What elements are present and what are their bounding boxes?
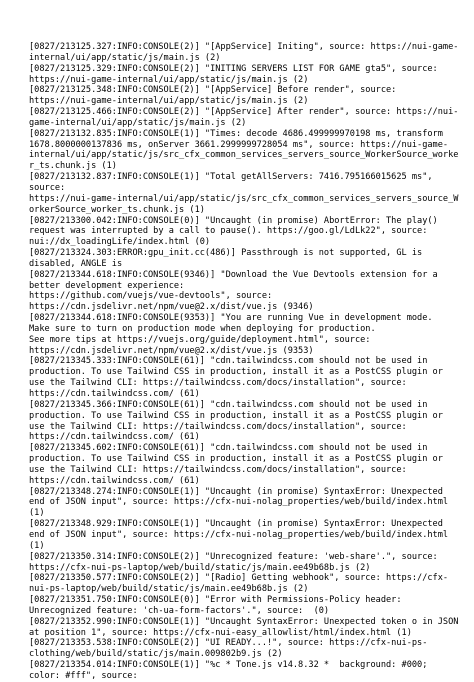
log-line: use the Tailwind CLI: https://tailwindcss.com/docs/installation", source:: [29, 378, 407, 389]
log-line: disabled, ANGLE is: [29, 258, 123, 269]
log-line: [0827/213125.466:INFO:CONSOLE(2)] "[AppService] After render", source: https://nui-: [29, 107, 459, 118]
log-line: [0827/213345.366:INFO:CONSOLE(61)] "cdn.tailwindcss.com should not be used in: [29, 399, 428, 410]
log-line: internal/ui/app/static/js/main.js (2): [29, 52, 221, 63]
log-line: https://cfx-nui-ps-laptop/web/build/static/js/main.ee49b68b.js (2): [29, 562, 371, 573]
log-line: [0827/213324.303:ERROR:gpu_init.cc(486)] Passthrough is not supported, GL is: [29, 248, 423, 259]
log-line: https://cdn.tailwindcss.com/ (61): [29, 432, 200, 443]
log-line: [0827/213344.618:INFO:CONSOLE(9353)] "You are running Vue in development mode.: [29, 313, 433, 324]
log-line: better development experience:: [29, 280, 185, 291]
log-line: orkerSource_worker_ts.chunk.js (1): [29, 204, 205, 215]
log-line: at position 1", source: https://cfx-nui-easy_allowlist/html/index.html (1): [29, 627, 412, 638]
log-line: (1): [29, 508, 45, 519]
log-line: use the Tailwind CLI: https://tailwindcss.com/docs/installation", source:: [29, 421, 407, 432]
log-line: https://nui-game-internal/ui/app/static/js/src_cfx_common_services_servers_source_W: [29, 193, 459, 204]
log-line: color: #fff", source:: [29, 670, 138, 681]
log-line: [0827/213348.274:INFO:CONSOLE(1)] "Uncaught (in promise) SyntaxError: Unexpected: [29, 486, 443, 497]
log-line: https://cdn.jsdelivr.net/npm/vue@2.x/dist/vue.js (9346): [29, 302, 314, 313]
log-line: [0827/213350.577:INFO:CONSOLE(2)] "[Radio] Getting webhook", source: https://cfx-: [29, 573, 449, 584]
log-line: [0827/213348.929:INFO:CONSOLE(1)] "Uncaught (in promise) SyntaxError: Unexpected: [29, 519, 443, 530]
log-line: internal/ui/app/static/js/src_cfx_common_services_servers_source_WorkerSource_worke: [29, 150, 459, 161]
log-line: production. To use Tailwind CSS in production, install it as a PostCSS plugin or: [29, 367, 443, 378]
log-line: Make sure to turn on production mode when deploying for production.: [29, 323, 376, 334]
log-line: [0827/213350.314:INFO:CONSOLE(2)] "Unrecognized feature: 'web-share'.", source:: [29, 551, 438, 562]
log-line: [0827/213132.837:INFO:CONSOLE(1)] "Total getAllServers: 7416.795166015625 ms",: [29, 172, 433, 183]
log-text-block: [29, 42, 459, 682]
log-line: https://nui-game-internal/ui/app/static/js/main.js (2): [29, 74, 309, 85]
log-line: nui-ps-laptop/web/build/static/js/main.ee49b68b.js (2): [29, 584, 309, 595]
log-line: [0827/213345.333:INFO:CONSOLE(61)] "cdn.tailwindcss.com should not be used in: [29, 356, 428, 367]
log-line: [0827/213132.835:INFO:CONSOLE(1)] "Times: decode 4686.499999970198 ms, transform: [29, 128, 443, 139]
log-line: nui://dx_loadingLife/index.html (0): [29, 237, 211, 248]
log-line: [0827/213354.014:INFO:CONSOLE(1)] "%c * Tone.js v14.8.32 * background: #000;: [29, 660, 428, 671]
log-line: [0827/213344.618:INFO:CONSOLE(9346)] "Download the Vue Devtools extension for a: [29, 269, 438, 280]
log-line: game-internal/ui/app/static/js/main.js (2): [29, 117, 247, 128]
log-line: [0827/213125.327:INFO:CONSOLE(2)] "[AppService] Initing", source: https://nui-game-: [29, 42, 459, 52]
log-line: [0827/213300.042:INFO:CONSOLE(0)] "Uncaught (in promise) AbortError: The play(): [29, 215, 438, 226]
log-line: production. To use Tailwind CSS in production, install it as a PostCSS plugin or: [29, 454, 443, 465]
log-line: [0827/213351.750:INFO:CONSOLE(0)] "Error with Permissions-Policy header:: [29, 595, 402, 606]
log-line: 1678.8000000137836 ms, onServer 3661.2999999728054 ms", source: https://nui-game-: [29, 139, 449, 150]
log-line: https://github.com/vuejs/vue-devtools", source:: [29, 291, 273, 302]
log-line: clothing/web/build/static/js/main.009802b9.js (2): [29, 649, 283, 660]
log-line: [0827/213125.329:INFO:CONSOLE(2)] "INITING SERVERS LIST FOR GAME gta5", source:: [29, 63, 438, 74]
log-line: end of JSON input", source: https://cfx-nui-nolag_properties/web/build/index.html: [29, 529, 449, 540]
log-line: See more tips at https://vuejs.org/guide/deployment.html", source:: [29, 334, 371, 345]
log-line: [0827/213353.538:INFO:CONSOLE(2)] "UI READY...!", source: https://cfx-nui-ps-: [29, 638, 428, 649]
log-line: [0827/213352.990:INFO:CONSOLE(1)] "Uncaught SyntaxError: Unexpected token o in JSON: [29, 616, 459, 627]
log-line: end of JSON input", source: https://cfx-nui-nolag_properties/web/build/index.html: [29, 497, 449, 508]
log-line: request was interrupted by a call to pause(). https://goo.gl/LdLk22", source:: [29, 226, 428, 237]
log-line: [0827/213125.348:INFO:CONSOLE(2)] "[AppService] Before render", source:: [29, 85, 397, 96]
log-line: [0827/213345.602:INFO:CONSOLE(61)] "cdn.tailwindcss.com should not be used in: [29, 443, 428, 454]
log-line: source:: [29, 182, 66, 193]
log-line: https://cdn.jsdelivr.net/npm/vue@2.x/dist/vue.js (9353): [29, 345, 314, 356]
log-line: r_ts.chunk.js (1): [29, 161, 117, 172]
log-line: Unrecognized feature: 'ch-ua-form-factors'.", source: (0): [29, 605, 330, 616]
log-line: use the Tailwind CLI: https://tailwindcss.com/docs/installation", source:: [29, 464, 407, 475]
log-line: (1): [29, 540, 45, 551]
log-line: production. To use Tailwind CSS in production, install it as a PostCSS plugin or: [29, 410, 443, 421]
log-line: https://cdn.tailwindcss.com/ (61): [29, 475, 200, 486]
log-line: https://cdn.tailwindcss.com/ (61): [29, 389, 200, 399]
log-line: https://nui-game-internal/ui/app/static/js/main.js (2): [29, 96, 309, 107]
